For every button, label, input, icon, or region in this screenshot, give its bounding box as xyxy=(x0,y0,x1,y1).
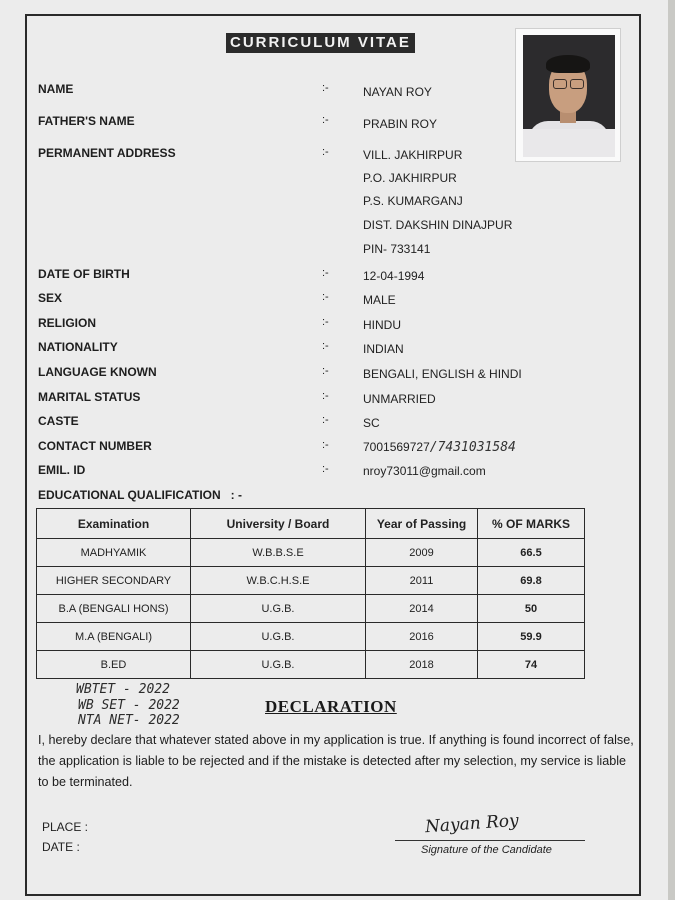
address-line: P.O. JAKHIRPUR xyxy=(363,171,457,185)
field-separator: :- xyxy=(322,340,329,352)
address-line: P.S. KUMARGANJ xyxy=(363,194,463,208)
handwritten-note: NTA NET- 2022 xyxy=(78,713,180,728)
field-religion xyxy=(0,316,668,332)
table-row xyxy=(37,567,585,595)
place-label: PLACE : xyxy=(42,820,89,834)
table-row xyxy=(37,595,585,623)
table-row xyxy=(37,539,585,567)
field-label: NATIONALITY xyxy=(38,340,118,354)
field-label: RELIGION xyxy=(38,316,97,330)
table-cell: 2009 xyxy=(366,539,478,567)
column-header: University / Board xyxy=(191,509,366,539)
signature-line xyxy=(395,840,585,841)
field-dob xyxy=(0,267,668,283)
table-cell: U.G.B. xyxy=(191,595,366,623)
field-languages xyxy=(0,365,668,381)
field-label: NAME xyxy=(38,82,74,96)
table-cell: W.B.C.H.S.E xyxy=(191,567,366,595)
field-fathers-name xyxy=(0,114,668,130)
field-address xyxy=(0,146,668,256)
field-contact xyxy=(0,439,668,455)
table-header-row xyxy=(37,509,585,539)
table-row xyxy=(37,651,585,679)
field-separator: :- xyxy=(322,439,329,451)
table-cell: 66.5 xyxy=(478,539,585,567)
field-value xyxy=(363,440,516,455)
education-heading xyxy=(0,488,668,504)
declaration-title: DECLARATION xyxy=(265,697,397,716)
table-cell: U.G.B. xyxy=(191,651,366,679)
column-header: Examination xyxy=(37,509,191,539)
address-line: DIST. DAKSHIN DINAJPUR xyxy=(363,218,513,232)
field-label: FATHER'S NAME xyxy=(38,114,135,128)
address-line: VILL. JAKHIRPUR xyxy=(363,148,463,162)
field-name xyxy=(0,82,668,98)
field-separator: :- xyxy=(322,114,329,126)
column-header: % OF MARKS xyxy=(478,509,585,539)
field-nationality xyxy=(0,340,668,356)
field-label: CASTE xyxy=(38,414,79,428)
signature: Nayan Roy xyxy=(424,810,520,838)
table-cell: B.ED xyxy=(37,651,191,679)
field-value: SC xyxy=(363,416,380,430)
declaration-text: I, hereby declare that whatever stated above in my application is true. If anything is found incorrect of false, the application is liable to be rejected and if the mistake is detected after my selection, my service is liable to be terminated. xyxy=(38,733,634,789)
field-separator: :- xyxy=(322,316,329,328)
table-cell: 59.9 xyxy=(478,623,585,651)
table-cell: 69.8 xyxy=(478,567,585,595)
education-table xyxy=(36,508,585,679)
field-value: UNMARRIED xyxy=(363,392,436,406)
field-label: LANGUAGE KNOWN xyxy=(38,365,157,379)
field-label: EMIL. ID xyxy=(38,463,86,477)
table-cell: 2014 xyxy=(366,595,478,623)
table-row xyxy=(37,623,585,651)
field-value: BENGALI, ENGLISH & HINDI xyxy=(363,367,522,381)
field-value: INDIAN xyxy=(363,342,404,356)
address-line: PIN- 733141 xyxy=(363,242,431,256)
table-cell: U.G.B. xyxy=(191,623,366,651)
handwritten-note: WB SET - 2022 xyxy=(78,698,180,713)
table-cell: 2018 xyxy=(366,651,478,679)
date-label: DATE : xyxy=(42,840,80,854)
cv-title: CURRICULUM VITAE xyxy=(226,33,415,53)
field-caste xyxy=(0,414,668,430)
field-marital-status xyxy=(0,390,668,406)
field-email xyxy=(0,463,668,479)
field-separator: :- xyxy=(322,414,329,426)
table-cell: HIGHER SECONDARY xyxy=(37,567,191,595)
table-cell: W.B.B.S.E xyxy=(191,539,366,567)
column-header: Year of Passing xyxy=(366,509,478,539)
field-sex xyxy=(0,291,668,307)
field-value: MALE xyxy=(363,293,396,307)
table-cell: 50 xyxy=(478,595,585,623)
table-cell: 74 xyxy=(478,651,585,679)
education-label: EDUCATIONAL QUALIFICATION : - xyxy=(38,488,242,502)
field-separator: :- xyxy=(322,291,329,303)
field-label: CONTACT NUMBER xyxy=(38,439,152,453)
field-value: nroy73011@gmail.com xyxy=(363,464,486,478)
contact-number-handwritten: /7431031584 xyxy=(429,440,516,455)
table-cell: M.A (BENGALI) xyxy=(37,623,191,651)
field-value: 12-04-1994 xyxy=(363,269,425,283)
field-separator: :- xyxy=(322,82,329,94)
field-separator: :- xyxy=(322,463,329,475)
signature-caption: Signature of the Candidate xyxy=(421,844,552,856)
field-separator: :- xyxy=(322,365,329,377)
field-value: HINDU xyxy=(363,318,401,332)
table-cell: B.A (BENGALI HONS) xyxy=(37,595,191,623)
field-separator: :- xyxy=(322,390,329,402)
field-label: MARITAL STATUS xyxy=(38,390,141,404)
table-cell: 2011 xyxy=(366,567,478,595)
field-label: DATE OF BIRTH xyxy=(38,267,130,281)
table-cell: 2016 xyxy=(366,623,478,651)
field-label: PERMANENT ADDRESS xyxy=(38,146,176,160)
field-separator: :- xyxy=(322,267,329,279)
field-value: PRABIN ROY xyxy=(363,117,438,131)
table-cell: MADHYAMIK xyxy=(37,539,191,567)
field-label: SEX xyxy=(38,291,63,305)
handwritten-note: WBTET - 2022 xyxy=(76,682,170,697)
field-separator: :- xyxy=(322,146,329,158)
field-value: NAYAN ROY xyxy=(363,85,432,99)
contact-number: 7001569727 xyxy=(363,440,430,454)
